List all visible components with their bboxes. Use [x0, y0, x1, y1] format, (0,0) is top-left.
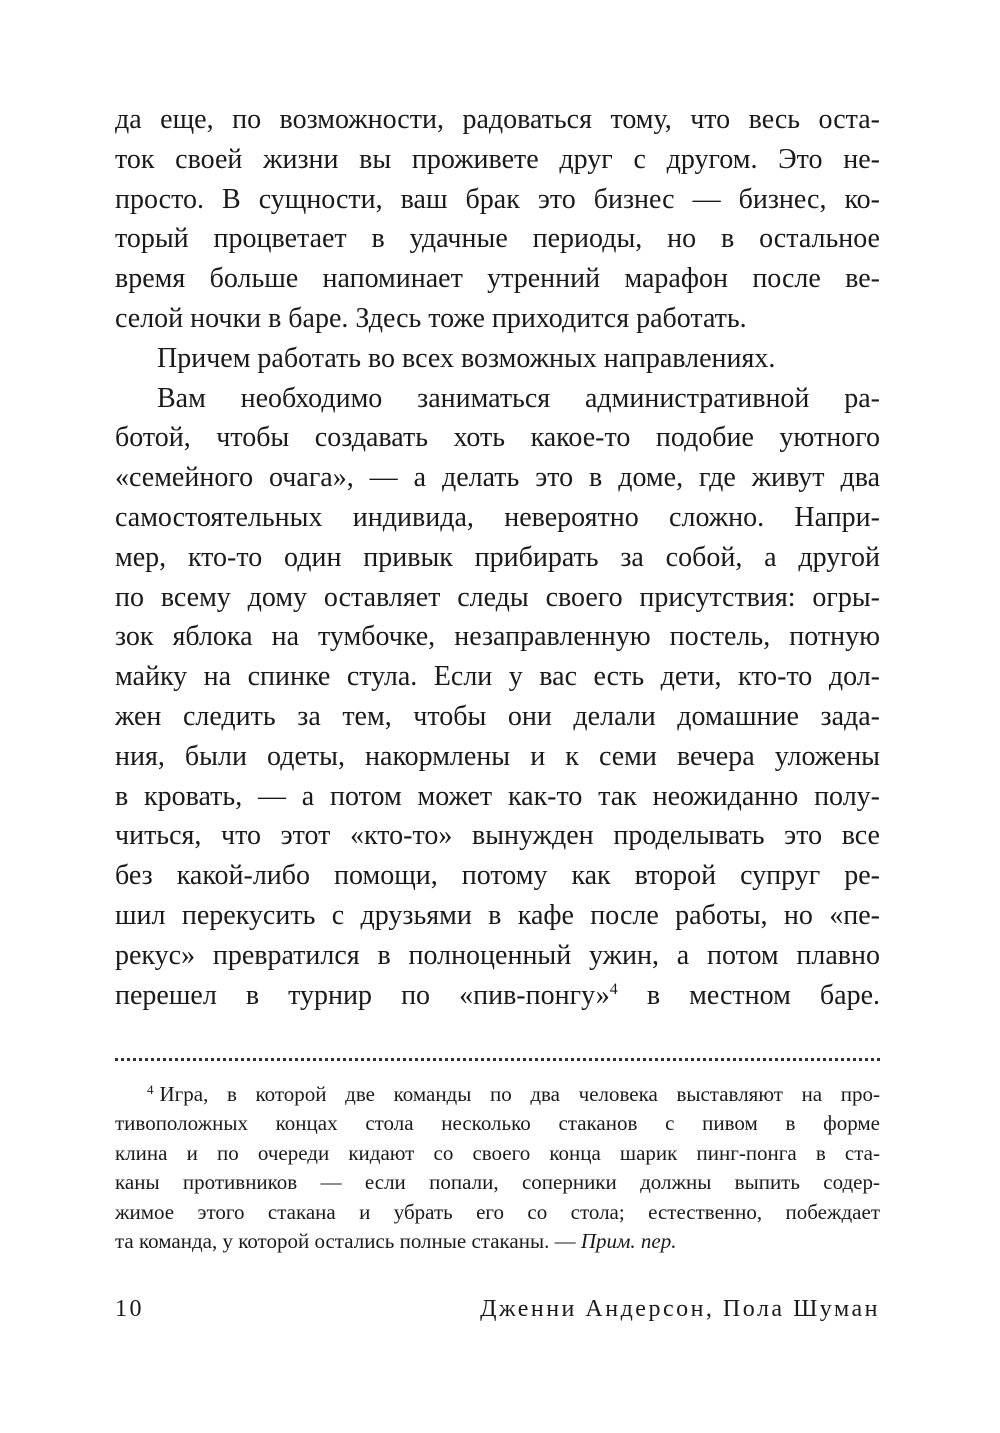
- footnote-number: 4: [147, 1082, 154, 1097]
- footnote-line: та команда, у которой остались полные стаканы. — Прим. пер.: [115, 1228, 677, 1253]
- text-line: время больше напоминает утренний марафон после ве-: [115, 263, 880, 295]
- text-segment: перешел в турнир по «пив-понгу»$^4$: [115, 979, 618, 1011]
- footnote-line: каны противников — если попали, соперники должны выпить содер-: [115, 1170, 880, 1195]
- running-footer-authors: Дженни Андерсон, Пола Шуман: [480, 1296, 880, 1322]
- text-line: ния, были одеты, накормлены и к семи вечера уложены: [115, 740, 880, 772]
- footnote-reference[interactable]: 4: [609, 980, 618, 998]
- text-line: читься, что этот «кто-то» вынужден проделывать это все: [115, 820, 880, 852]
- text-line: майку на спинке стула. Если у вас есть дети, кто-то дол-: [115, 661, 880, 693]
- body-text: [115, 100, 880, 1015]
- text-line: просто. В сущности, ваш брак это бизнес — бизнес, ко-: [115, 183, 880, 215]
- page-footer: [115, 1294, 880, 1324]
- text-line: «семейного очага», — а делать это в доме, где живут два: [115, 462, 880, 494]
- text-line: селой ночки в баре. Здесь тоже приходится работать.: [115, 302, 747, 334]
- text-line: Вам необходимо заниматься административной ра-: [157, 382, 880, 414]
- footnote-line: $^4$ Игра, в которой две команды по два человека выставляют на про-: [147, 1082, 880, 1106]
- footnote-line: жимое этого стакана и убрать его со стола; естественно, побеждает: [115, 1199, 880, 1224]
- text-line: шил перекусить с друзьями в кафе после работы, но «пе-: [115, 899, 880, 931]
- text-segment: в местном баре.: [646, 979, 881, 1011]
- text-line: Причем работать во всех возможных направлениях.: [157, 342, 776, 374]
- footnote-divider: [115, 1058, 880, 1061]
- footnote: [115, 1080, 880, 1256]
- text-line: ток своей жизни вы проживете друг с другом. Это не-: [115, 143, 880, 175]
- text-line: жен следить за тем, чтобы они делали домашние зада-: [115, 700, 880, 732]
- text-line: самостоятельных индивида, невероятно сложно. Напри-: [115, 501, 880, 533]
- footnote-line: клина и по очереди кидают со своего конца шарик пинг-понга в ста-: [115, 1140, 880, 1165]
- text-line: мер, кто-то один привык прибирать за собой, а другой: [115, 541, 880, 573]
- text-line: по всему дому оставляет следы своего присутствия: огры-: [115, 581, 880, 613]
- text-line: рекус» превратился в полноценный ужин, а потом плавно: [115, 939, 880, 971]
- text-line: без какой-либо помощи, потому как второй супруг ре-: [115, 860, 880, 892]
- text-line: да еще, по возможности, радоваться тому, что весь оста-: [115, 104, 880, 135]
- text-line: ботой, чтобы создавать хоть какое-то подобие уютного: [115, 422, 880, 454]
- text-line: в кровать, — а потом может как-то так неожиданно полу-: [115, 780, 880, 812]
- translator-note: Прим. пер.: [580, 1228, 677, 1253]
- text-line: торый процветает в удачные периоды, но в остальное: [115, 223, 880, 255]
- text-line: зок яблока на тумбочке, незаправленную постель, потную: [115, 621, 880, 653]
- text-line: [115, 976, 880, 1016]
- page-number: 10: [115, 1296, 144, 1322]
- footnote-line: тивоположных концах стола несколько стаканов с пивом в форме: [115, 1111, 880, 1136]
